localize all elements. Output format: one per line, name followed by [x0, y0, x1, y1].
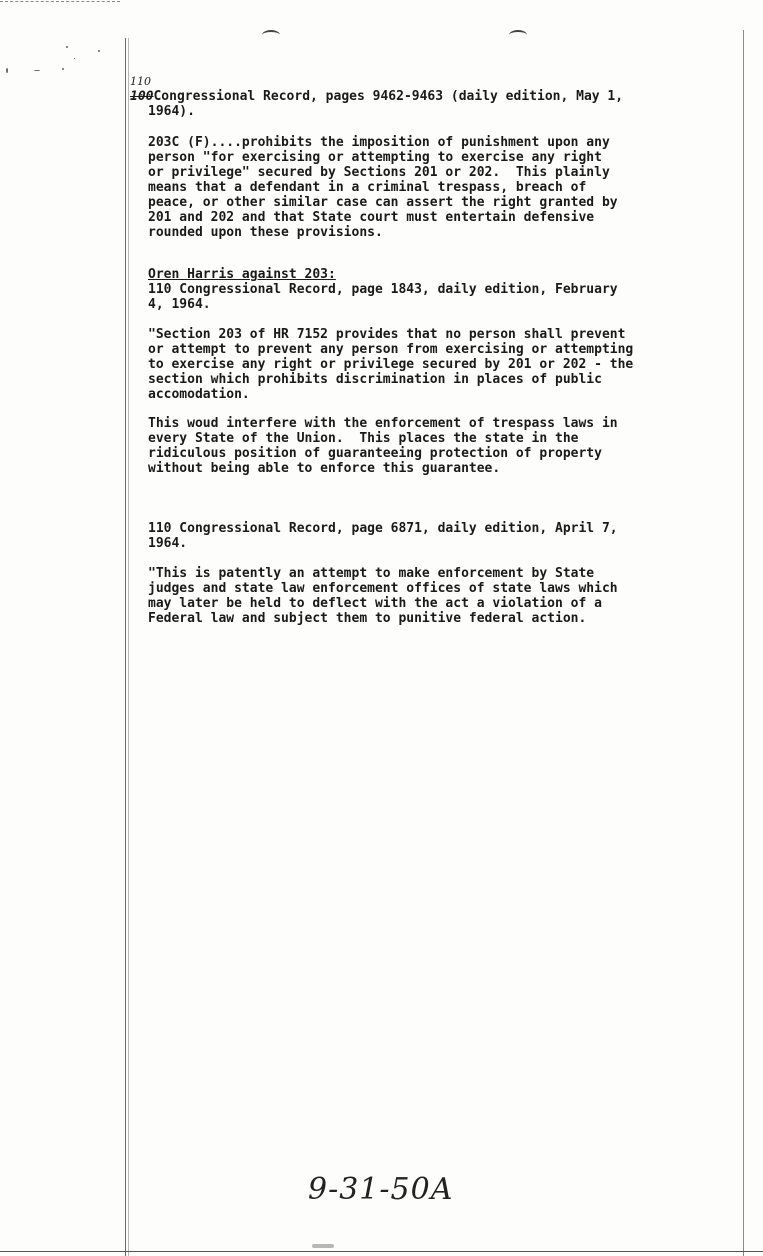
left-margin-rule-inner	[128, 38, 129, 1256]
handwritten-volume-note: 110	[130, 75, 151, 88]
binder-hole-mark-left	[262, 30, 280, 40]
margin-specks	[4, 40, 114, 80]
paragraph-203c: 203C (F)....prohibits the imposition of punishment upon any person "for exercising or attempting to exercise any right or privilege" secured by Sections 201 or 202. This plainly means that a defendant in a criminal trespass, breach of peace, or other similar case can assert the right granted by 201 and 202 and that State court must entertain defensive rounded upon these provisions.	[148, 135, 618, 240]
harris-citation: 110 Congressional Record, page 1843, daily edition, February 4, 1964.	[148, 282, 618, 312]
left-margin-rule	[125, 38, 126, 1256]
citation-header	[130, 89, 730, 104]
harris-heading: Oren Harris against 203:	[148, 267, 336, 282]
handwritten-file-number: 9-31-50A	[308, 1172, 454, 1207]
citation-year: 1964).	[148, 104, 195, 119]
bottom-smudge	[312, 1244, 334, 1248]
binder-hole-mark-right	[509, 30, 527, 40]
april-quote: "This is patently an attempt to make enforcement by State judges and state law enforcement offices of state laws which may later be held to deflect with the act a violation of a Federal law and subject them to punitive federal action.	[148, 566, 618, 626]
citation-text: Congressional Record, pages 9462-9463 (daily edition, May 1,	[153, 89, 624, 104]
struck-volume: 100	[130, 89, 154, 104]
april-citation: 110 Congressional Record, page 6871, daily edition, April 7, 1964.	[148, 521, 618, 551]
bottom-edge-rule	[0, 1251, 763, 1252]
right-margin-rule	[743, 30, 744, 1256]
harris-quote-section: "Section 203 of HR 7152 provides that no person shall prevent or attempt to prevent any person from exercising or attempting to exercise any right or privilege secured by 201 or 202 - the section which prohibits discrimination in places of public accomodation.	[148, 327, 634, 402]
harris-quote-trespass: This woud interfere with the enforcement of trespass laws in every State of the Union. This places the state in the ridiculous position of guaranteeing protection of property without being able to enforce this guarantee.	[148, 416, 618, 476]
top-perforation	[0, 1, 120, 2]
